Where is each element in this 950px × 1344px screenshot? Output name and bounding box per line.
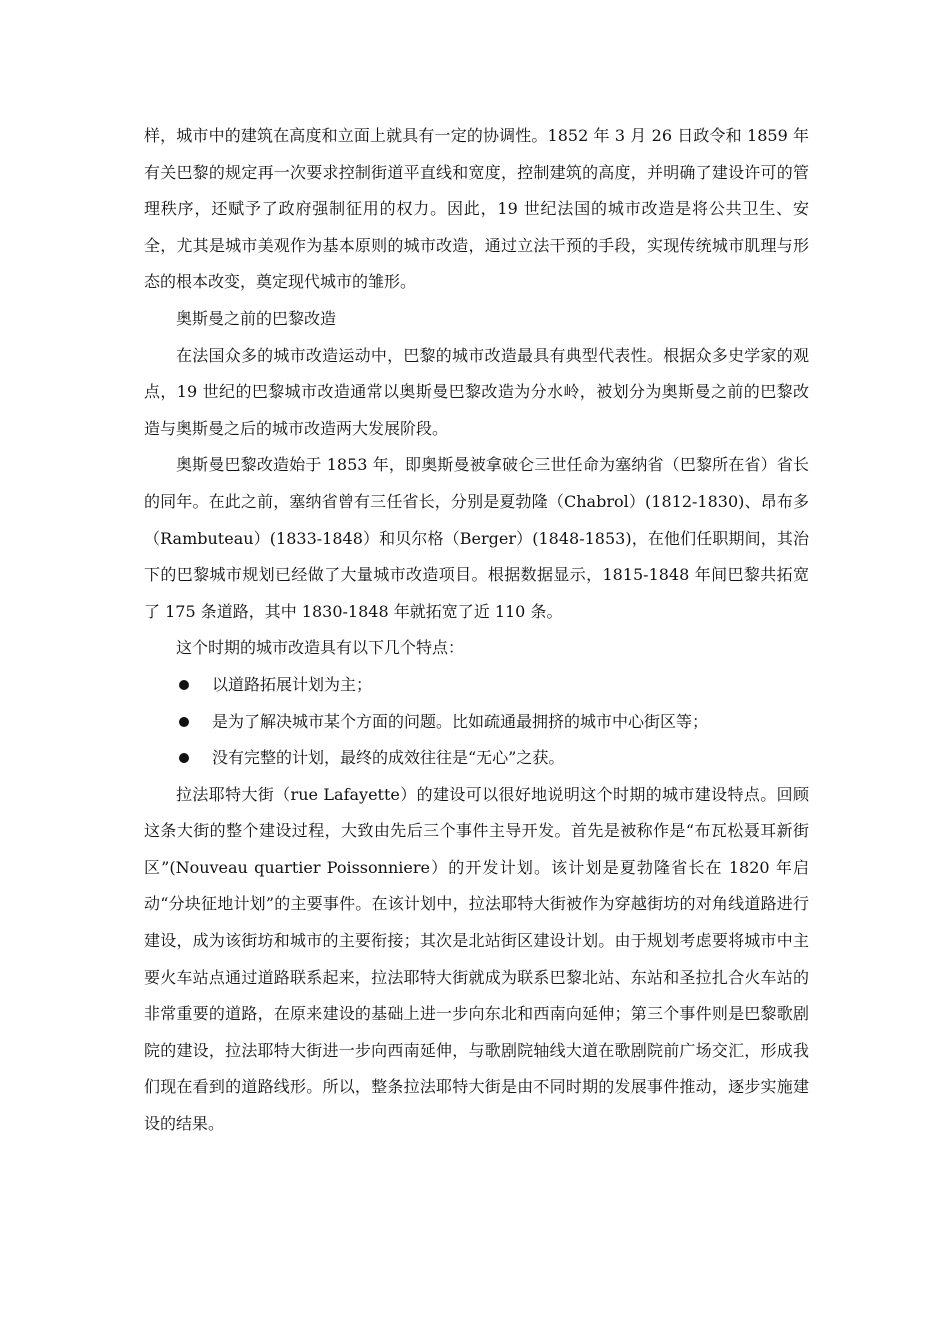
bullet-icon xyxy=(179,717,189,727)
paragraph-lafayette: 拉法耶特大街（rue Lafayette）的建设可以很好地说明这个时期的城市建设特点。回顾这条大街的整个建设过程，大致由先后三个事件主导开发。首先是被称作是“布瓦松聂耳新街区”(Nouveau quartier Poissonniere）的开发计划。该计划是夏勃隆省长在 1820 年启动“分块征地计划”的主要事件。在该计划中，拉法耶特大街被作为穿越街坊的对角线道路进行建设，成为该街坊和城市的主要衔接；其次是北站街区建设计划。由于规划考虑要将城市中主要火车站点通过道路联系起来，拉法耶特大街就成为联系巴黎北站、东站和圣拉扎合火车站的非常重要的道路，在原来建设的基础上进一步向东北和西南向延伸；第三个事件则是巴黎歌剧院的建设，拉法耶特大街进一步向西南延伸，与歌剧院轴线大道在歌剧院前广场交汇，形成我们现在看到的道路线形。所以，整条拉法耶特大街是由不同时期的发展事件推动，逐步实施建设的结果。 xyxy=(144,784,809,1134)
paragraph-features-lead: 这个时期的城市改造具有以下几个特点： xyxy=(176,638,465,658)
list-item-text: 没有完整的计划，最终的成效往往是“无心”之获。 xyxy=(212,748,565,768)
list-item-text: 是为了解决城市某个方面的问题。比如疏通最拥挤的城市中心街区等； xyxy=(212,711,709,731)
paragraph-intro: 在法国众多的城市改造运动中，巴黎的城市改造最具有典型代表性。根据众多史学家的观点，19 世纪的巴黎城市改造通常以奥斯曼巴黎改造为分水岭，被划分为奥斯曼之前的巴黎改造与奥斯曼之后的城市改造两大发展阶段。 xyxy=(144,345,809,438)
paragraph-history: 奥斯曼巴黎改造始于 1853 年，即奥斯曼被拿破仑三世任命为塞纳省（巴黎所在省）省长的同年。在此之前，塞纳省曾有三任省长，分别是夏勃隆（Chabrol）(1812-1830)、昂布多（Rambuteau）(1833-1848）和贝尔格（Berger）(1848-1853)，在他们任职期间，其治下的巴黎城市规划已经做了大量城市改造项目。根据数据显示，1815-1848 年间巴黎共拓宽了 175 条道路，其中 1830-1848 年就拓宽了近 110 条。 xyxy=(144,455,809,621)
list-item xyxy=(144,667,809,704)
list-item xyxy=(144,740,809,777)
document-body xyxy=(144,118,809,1143)
paragraph-continuation: 样，城市中的建筑在高度和立面上就具有一定的协调性。1852 年 3 月 26 日政令和 1859 年有关巴黎的规定再一次要求控制街道平直线和宽度，控制建筑的高度，并明确了建设许可的管理秩序，还赋予了政府强制征用的权力。因此，19 世纪法国的城市改造是将公共卫生、安全，尤其是城市美观作为基本原则的城市改造，通过立法干预的手段，实现传统城市肌理与形态的根本改变，奠定现代城市的雏形。 xyxy=(144,126,809,292)
bullet-icon xyxy=(179,680,189,690)
list-item xyxy=(144,704,809,741)
section-heading: 奥斯曼之前的巴黎改造 xyxy=(176,308,337,328)
feature-list xyxy=(144,667,809,777)
bullet-icon xyxy=(179,753,189,763)
list-item-text: 以道路拓展计划为主； xyxy=(212,674,373,694)
